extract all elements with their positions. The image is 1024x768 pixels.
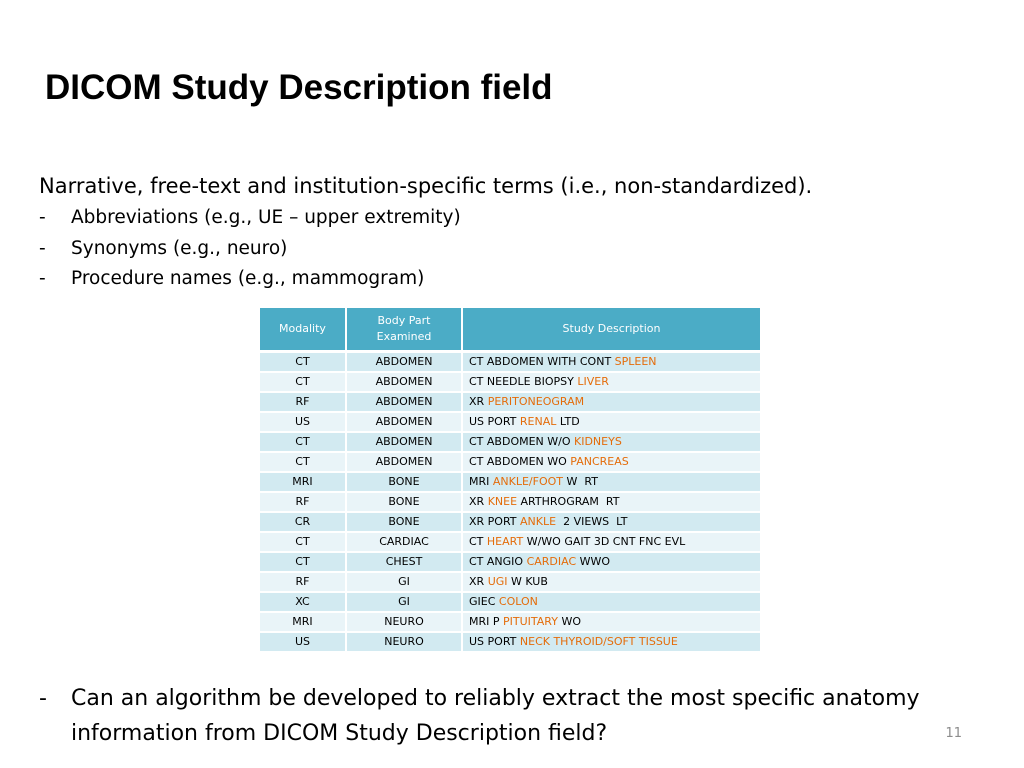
header-study-description: Study Description bbox=[463, 308, 760, 353]
description-prefix: MRI bbox=[469, 475, 493, 488]
study-description-cell bbox=[463, 573, 760, 593]
anatomy-term: COLON bbox=[498, 595, 538, 608]
body-part-cell: ABDOMEN bbox=[347, 413, 463, 433]
table-row bbox=[260, 453, 760, 473]
study-description-cell bbox=[463, 633, 760, 653]
description-suffix: ARTHROGRAM RT bbox=[517, 495, 620, 508]
description-prefix: XR bbox=[469, 575, 488, 588]
body-part-cell: GI bbox=[347, 573, 463, 593]
table-row bbox=[260, 493, 760, 513]
table-row bbox=[260, 353, 760, 373]
anatomy-term: ANKLE bbox=[520, 515, 557, 528]
modality-cell: US bbox=[260, 633, 347, 653]
study-description-cell bbox=[463, 553, 760, 573]
table-row bbox=[260, 433, 760, 453]
study-description-cell bbox=[463, 513, 760, 533]
modality-cell: CR bbox=[260, 513, 347, 533]
body-part-cell: BONE bbox=[347, 493, 463, 513]
description-prefix: GIEC bbox=[469, 595, 499, 608]
description-prefix: XR bbox=[469, 395, 488, 408]
body-part-cell: CARDIAC bbox=[347, 533, 463, 553]
description-suffix: W/WO GAIT 3D CNT FNC EVL bbox=[523, 535, 686, 548]
anatomy-term: CARDIAC bbox=[526, 555, 577, 568]
anatomy-term: UGI bbox=[487, 575, 508, 588]
body-part-cell: ABDOMEN bbox=[347, 353, 463, 373]
anatomy-term: NECK THYROID/SOFT TISSUE bbox=[519, 635, 678, 648]
table-row bbox=[260, 473, 760, 493]
table-row bbox=[260, 513, 760, 533]
bullet-item bbox=[39, 234, 461, 265]
question-list bbox=[39, 681, 1024, 751]
modality-cell: CT bbox=[260, 373, 347, 393]
bullet-list bbox=[39, 203, 461, 295]
description-prefix: CT ABDOMEN WITH CONT bbox=[469, 355, 615, 368]
description-suffix: W KUB bbox=[507, 575, 548, 588]
anatomy-term: PITUITARY bbox=[503, 615, 558, 628]
question-item bbox=[39, 681, 1024, 751]
table-row bbox=[260, 633, 760, 653]
description-prefix: CT ABDOMEN W/O bbox=[469, 435, 574, 448]
anatomy-term: PANCREAS bbox=[570, 455, 629, 468]
study-description-cell bbox=[463, 393, 760, 413]
study-description-cell bbox=[463, 613, 760, 633]
bullet-dash: - bbox=[39, 237, 46, 259]
modality-cell: RF bbox=[260, 493, 347, 513]
description-prefix: MRI P bbox=[469, 615, 504, 628]
modality-cell: CT bbox=[260, 433, 347, 453]
anatomy-term: LIVER bbox=[577, 375, 609, 388]
anatomy-term: PERITONEOGRAM bbox=[487, 395, 585, 408]
modality-cell: MRI bbox=[260, 613, 347, 633]
bullet-item bbox=[39, 203, 461, 234]
description-prefix: CT NEEDLE BIOPSY bbox=[469, 375, 578, 388]
table-row bbox=[260, 553, 760, 573]
description-prefix: CT ABDOMEN WO bbox=[469, 455, 571, 468]
question-text: Can an algorithm be developed to reliably extract the most specific anatomy information from DICOM Study Description field? bbox=[71, 686, 920, 746]
modality-cell: CT bbox=[260, 533, 347, 553]
bullet-text: Abbreviations (e.g., UE – upper extremity) bbox=[71, 207, 461, 228]
study-description-cell bbox=[463, 413, 760, 433]
bullet-dash: - bbox=[39, 268, 46, 289]
table-row bbox=[260, 373, 760, 393]
modality-cell: CT bbox=[260, 353, 347, 373]
slide-title: DICOM Study Description field bbox=[45, 68, 553, 107]
page-number: 11 bbox=[945, 726, 962, 741]
body-part-cell: BONE bbox=[347, 473, 463, 493]
modality-cell: XC bbox=[260, 593, 347, 613]
bullet-text: Procedure names (e.g., mammogram) bbox=[71, 268, 425, 289]
header-body-part-line2: Examined bbox=[376, 330, 432, 343]
study-description-cell bbox=[463, 433, 760, 453]
study-description-cell bbox=[463, 473, 760, 493]
description-suffix: W RT bbox=[563, 475, 598, 488]
anatomy-term: KIDNEYS bbox=[574, 435, 622, 448]
body-part-cell: CHEST bbox=[347, 553, 463, 573]
table-row bbox=[260, 393, 760, 413]
study-description-cell bbox=[463, 353, 760, 373]
body-part-cell: ABDOMEN bbox=[347, 373, 463, 393]
body-part-cell: ABDOMEN bbox=[347, 453, 463, 473]
anatomy-term: SPLEEN bbox=[614, 355, 657, 368]
body-part-cell: ABDOMEN bbox=[347, 393, 463, 413]
study-description-cell bbox=[463, 533, 760, 553]
header-body-part bbox=[347, 308, 463, 353]
table-body bbox=[260, 353, 760, 653]
description-prefix: US PORT bbox=[469, 635, 520, 648]
intro-text: Narrative, free-text and institution-specific terms (i.e., non-standardized). bbox=[39, 174, 813, 198]
table-row bbox=[260, 593, 760, 613]
description-prefix: XR bbox=[469, 495, 488, 508]
body-part-cell: NEURO bbox=[347, 633, 463, 653]
header-body-part-line1: Body Part bbox=[377, 314, 431, 327]
body-part-cell: NEURO bbox=[347, 613, 463, 633]
header-modality: Modality bbox=[260, 308, 347, 353]
description-suffix: LTD bbox=[556, 415, 580, 428]
body-part-cell: GI bbox=[347, 593, 463, 613]
modality-cell: MRI bbox=[260, 473, 347, 493]
study-description-cell bbox=[463, 593, 760, 613]
table-row bbox=[260, 573, 760, 593]
modality-cell: CT bbox=[260, 453, 347, 473]
study-description-cell bbox=[463, 493, 760, 513]
modality-cell: US bbox=[260, 413, 347, 433]
study-description-table bbox=[260, 308, 760, 653]
modality-cell: RF bbox=[260, 573, 347, 593]
bullet-text: Synonyms (e.g., neuro) bbox=[71, 237, 288, 259]
bullet-item bbox=[39, 264, 461, 295]
description-prefix: US PORT bbox=[469, 415, 520, 428]
description-prefix: CT ANGIO bbox=[469, 555, 527, 568]
table-row bbox=[260, 613, 760, 633]
table-row bbox=[260, 533, 760, 553]
description-suffix: WO bbox=[557, 615, 581, 628]
description-prefix: XR PORT bbox=[469, 515, 521, 528]
question-dash: - bbox=[39, 686, 47, 711]
modality-cell: RF bbox=[260, 393, 347, 413]
anatomy-term: RENAL bbox=[519, 415, 557, 428]
bullet-dash: - bbox=[39, 207, 46, 228]
anatomy-term: KNEE bbox=[487, 495, 518, 508]
anatomy-term: ANKLE/FOOT bbox=[492, 475, 563, 488]
study-description-cell bbox=[463, 373, 760, 393]
study-description-cell bbox=[463, 453, 760, 473]
table-row bbox=[260, 413, 760, 433]
table-header-row bbox=[260, 308, 760, 353]
description-suffix: 2 VIEWS LT bbox=[556, 515, 628, 528]
anatomy-term: HEART bbox=[486, 535, 524, 548]
description-prefix: CT bbox=[469, 535, 487, 548]
body-part-cell: BONE bbox=[347, 513, 463, 533]
body-part-cell: ABDOMEN bbox=[347, 433, 463, 453]
description-suffix: WWO bbox=[576, 555, 611, 568]
modality-cell: CT bbox=[260, 553, 347, 573]
